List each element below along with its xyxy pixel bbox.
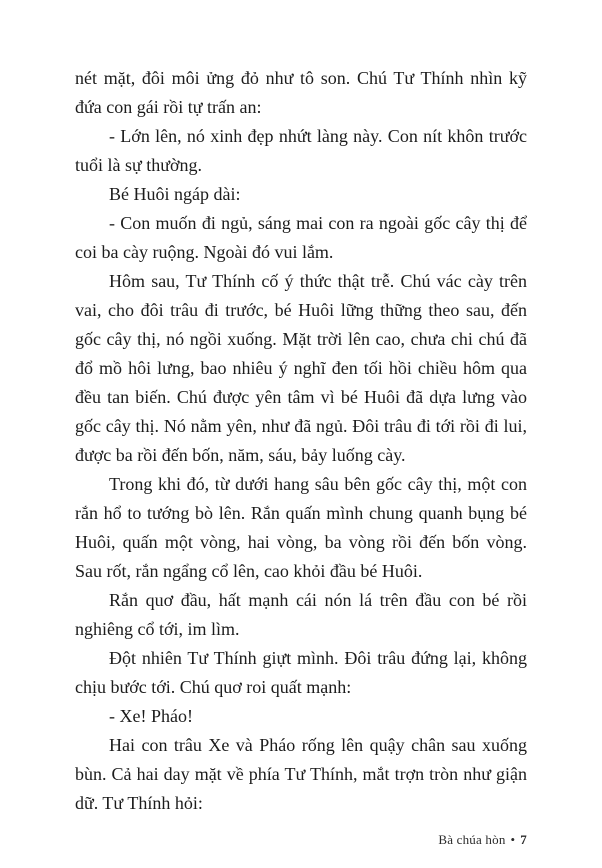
page-footer	[438, 832, 527, 848]
footer-page-number: 7	[520, 832, 527, 847]
paragraph: - Lớn lên, nó xinh đẹp nhứt làng này. Con nít khôn trước tuổi là sự thường.	[75, 126, 527, 175]
paragraph: Đột nhiên Tư Thính giựt mình. Đôi trâu đứng lại, không chịu bước tới. Chú quơ roi quất mạnh:	[75, 648, 527, 697]
paragraph: Rắn quơ đầu, hất mạnh cái nón lá trên đầu con bé rồi nghiêng cổ tới, im lìm.	[75, 590, 527, 639]
footer-separator: •	[510, 832, 516, 847]
paragraph: nét mặt, đôi môi ửng đỏ như tô son. Chú Tư Thính nhìn kỹ đứa con gái rồi tự trấn an:	[75, 68, 527, 117]
paragraph: Bé Huôi ngáp dài:	[109, 184, 241, 204]
paragraph: - Xe! Pháo!	[109, 706, 193, 726]
paragraph: Trong khi đó, từ dưới hang sâu bên gốc cây thị, một con rắn hổ to tướng bò lên. Rắn quấn mình chung quanh bụng bé Huôi, quấn một vòng, hai vòng, ba vòng rồi đến bốn vòng. Sau rốt, rắn ngẩng cổ lên, cao khỏi đầu bé Huôi.	[75, 474, 527, 581]
paragraph: Hai con trâu Xe và Pháo rống lên quậy chân sau xuống bùn. Cả hai day mặt về phía Tư Thính, mắt trợn tròn như giận dữ. Tư Thính hỏi:	[75, 735, 527, 813]
paragraph: - Con muốn đi ngủ, sáng mai con ra ngoài gốc cây thị để coi ba cày ruộng. Ngoài đó vui lắm.	[75, 213, 527, 262]
paragraph: Hôm sau, Tư Thính cố ý thức thật trễ. Chú vác cày trên vai, cho đôi trâu đi trước, bé Huôi lững thững theo sau, đến gốc cây thị, nó ngồi xuống. Mặt trời lên cao, chưa chi chú đã đổ mồ hôi lưng, bao nhiêu ý nghĩ đen tối hồi chiều hôm qua đều tan biến. Chú được yên tâm vì bé Huôi đã dựa lưng vào gốc cây thị. Nó nằm yên, như đã ngủ. Đôi trâu đi tới rồi đi lui, được ba rồi đến bốn, năm, sáu, bảy luống cày.	[75, 271, 527, 465]
page-text-block	[75, 64, 527, 818]
footer-book-title: Bà chúa hòn	[438, 832, 506, 847]
